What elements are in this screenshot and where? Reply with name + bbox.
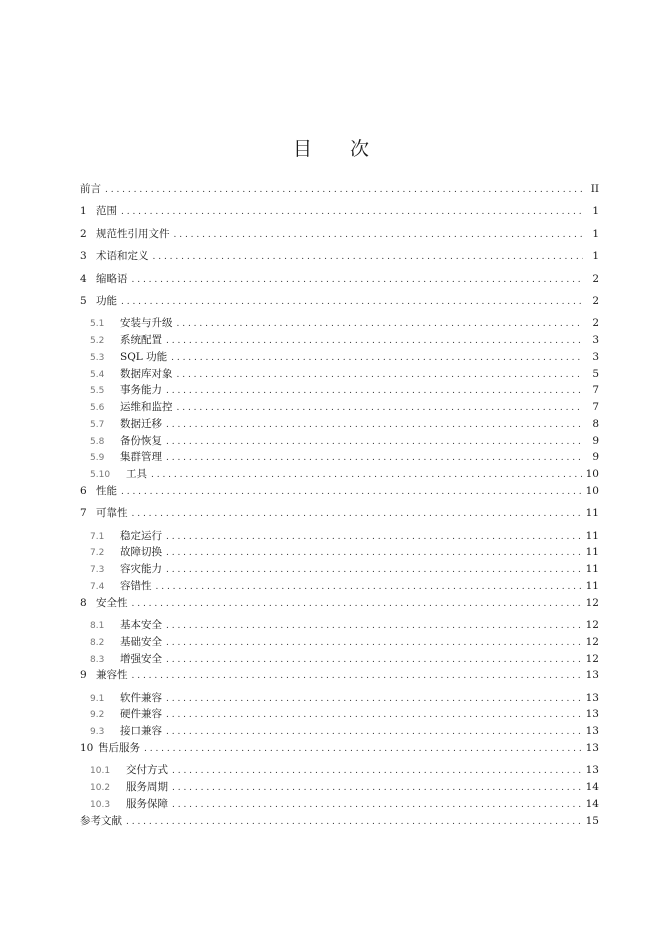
toc-subentry[interactable] xyxy=(80,383,599,400)
dot-leader xyxy=(166,619,582,633)
toc-entry-label: 基础安全 xyxy=(120,635,162,648)
toc-entry-label: 服务保障 xyxy=(126,797,168,810)
toc-subentry[interactable] xyxy=(80,400,599,417)
toc-page-number: 13 xyxy=(585,708,599,721)
toc-entry-label: 故障切换 xyxy=(120,546,162,559)
dot-leader xyxy=(166,636,582,650)
toc-page-number: 5 xyxy=(592,367,599,380)
toc-subentry[interactable] xyxy=(80,367,599,384)
toc-entry-number: 7.1 xyxy=(90,531,105,542)
toc-entry[interactable] xyxy=(80,668,599,690)
dot-leader xyxy=(126,815,582,829)
dot-leader xyxy=(166,530,582,544)
dot-leader xyxy=(144,742,582,756)
toc-subentry[interactable] xyxy=(80,434,599,451)
toc-entry[interactable] xyxy=(80,182,599,204)
toc-page-number: 13 xyxy=(585,691,599,704)
toc-entry-label: 软件兼容 xyxy=(120,691,162,704)
toc-entry-number: 5.3 xyxy=(90,352,105,363)
toc-page-number: II xyxy=(590,183,599,195)
toc-page-number: 11 xyxy=(585,563,599,576)
toc-entry-label: 交付方式 xyxy=(126,764,168,777)
toc-entry-label: 功能 xyxy=(96,294,117,307)
toc-entry-label: 运维和监控 xyxy=(120,401,173,414)
toc-entry[interactable] xyxy=(80,814,599,836)
toc-subentry[interactable] xyxy=(80,707,599,724)
toc-entry-number: 5.2 xyxy=(90,336,105,347)
toc-entry-label: 硬件兼容 xyxy=(120,708,162,721)
dot-leader xyxy=(156,580,582,594)
toc-page-number: 13 xyxy=(585,741,599,754)
dot-leader xyxy=(172,764,582,778)
toc-entry-number: 2 xyxy=(80,227,87,240)
toc-entry-number: 1 xyxy=(80,205,87,218)
toc-entry-label: 稳定运行 xyxy=(120,529,162,542)
toc-entry-label: 数据迁移 xyxy=(120,417,162,430)
toc-entry[interactable] xyxy=(80,272,599,294)
toc-entry-number: 8.2 xyxy=(90,637,105,648)
toc-entry-number: 5.4 xyxy=(90,369,105,380)
toc-entry[interactable] xyxy=(80,249,599,271)
toc-entry-number: 4 xyxy=(80,272,87,285)
toc-entry-label: 基本安全 xyxy=(120,619,162,632)
toc-entry-label: 术语和定义 xyxy=(96,250,149,263)
toc-entry-label: 前言 xyxy=(80,183,101,195)
toc-entry-label: 事务能力 xyxy=(120,384,162,397)
toc-entry-label: 容错性 xyxy=(120,579,152,592)
dot-leader xyxy=(172,798,582,812)
dot-leader xyxy=(132,273,584,287)
dot-leader xyxy=(151,468,582,482)
toc-page-number: 15 xyxy=(585,814,599,827)
toc-entry-number: 5.10 xyxy=(90,470,111,481)
toc-entry-number: 7.3 xyxy=(90,565,105,576)
toc-entry[interactable] xyxy=(80,741,599,763)
dot-leader xyxy=(166,708,582,722)
toc-entry-number: 10 xyxy=(80,741,94,754)
toc-entry-number: 9 xyxy=(80,669,87,682)
toc-subentry[interactable] xyxy=(80,797,599,814)
toc-entry-number: 5.1 xyxy=(90,319,105,330)
dot-leader xyxy=(121,295,583,309)
toc-entry-label: 增强安全 xyxy=(120,652,162,665)
toc-page-number: 9 xyxy=(592,451,599,464)
dot-leader xyxy=(166,725,582,739)
dot-leader xyxy=(132,597,582,611)
toc-entry-label: 兼容性 xyxy=(96,669,128,682)
toc-entry-number: 9.3 xyxy=(90,727,105,738)
toc-entry-label: 备份恢复 xyxy=(120,434,162,447)
toc-entry-number: 5.7 xyxy=(90,419,105,430)
toc-page-number: 10 xyxy=(585,468,599,481)
toc-subentry[interactable] xyxy=(80,635,599,652)
toc-entry-number: 7 xyxy=(80,507,87,520)
toc-entry-label: 容灾能力 xyxy=(120,563,162,576)
dot-leader xyxy=(105,183,583,197)
toc-page-number: 13 xyxy=(585,725,599,738)
toc-entry-number: 3 xyxy=(80,250,87,263)
toc-subentry[interactable] xyxy=(80,467,599,484)
dot-leader xyxy=(166,451,583,465)
toc-entry-label: 接口兼容 xyxy=(120,725,162,738)
toc-entry-number: 10.3 xyxy=(90,799,111,810)
toc-entry-number: 10.1 xyxy=(90,766,111,777)
toc-entry-label: 可靠性 xyxy=(96,507,128,520)
toc-entry-number: 8 xyxy=(80,596,87,609)
toc-page-number: 11 xyxy=(585,579,599,592)
toc-subentry[interactable] xyxy=(80,691,599,708)
toc-entry-label: 工具 xyxy=(126,468,147,481)
dot-leader xyxy=(172,781,582,795)
dot-leader xyxy=(177,401,584,415)
dot-leader xyxy=(166,653,582,667)
toc-page-number: 2 xyxy=(592,272,599,285)
toc-subentry[interactable] xyxy=(80,724,599,741)
toc-page-number: 3 xyxy=(592,350,599,363)
toc-page-number: 13 xyxy=(585,669,599,682)
dot-leader xyxy=(121,205,583,219)
toc-page-number: 11 xyxy=(585,546,599,559)
toc-entry-label: 售后服务 xyxy=(98,741,140,754)
toc-entry-label: 安装与升级 xyxy=(120,317,173,330)
toc-page-number: 2 xyxy=(592,317,599,330)
dot-leader xyxy=(171,351,583,365)
toc-entry-number: 10.2 xyxy=(90,783,111,794)
dot-leader xyxy=(166,418,583,432)
toc-entry[interactable] xyxy=(80,204,599,226)
toc-subentry[interactable] xyxy=(80,529,599,546)
toc-entry-number: 9.1 xyxy=(90,693,105,704)
dot-leader xyxy=(177,368,584,382)
page-title: 目 次 xyxy=(292,138,369,160)
toc-entry-label: 数据库对象 xyxy=(120,367,173,380)
toc-page-number: 11 xyxy=(585,529,599,542)
toc-entry-label: 缩略语 xyxy=(96,272,128,285)
toc-entry-label: 集群管理 xyxy=(120,451,162,464)
toc-page-number: 1 xyxy=(592,250,599,263)
toc-subentry[interactable] xyxy=(80,316,599,333)
toc-entry-number: 5.6 xyxy=(90,403,105,414)
toc-subentry[interactable] xyxy=(80,763,599,780)
toc-entry-label: 服务周期 xyxy=(126,781,168,794)
dot-leader xyxy=(121,485,582,499)
dot-leader xyxy=(174,228,584,242)
dot-leader xyxy=(132,507,582,521)
toc-subentry[interactable] xyxy=(80,450,599,467)
toc-page-number: 11 xyxy=(585,507,599,520)
toc-entry[interactable] xyxy=(80,596,599,618)
dot-leader xyxy=(166,692,582,706)
toc-entry-number: 5.5 xyxy=(90,386,105,397)
toc-page-number: 1 xyxy=(592,227,599,240)
toc-entry[interactable] xyxy=(80,484,599,506)
toc-subentry[interactable] xyxy=(80,333,599,350)
toc-subentry[interactable] xyxy=(80,562,599,579)
toc-subentry[interactable] xyxy=(80,652,599,669)
toc-page-number: 12 xyxy=(585,619,599,632)
toc-entry-label: 性能 xyxy=(96,484,117,497)
toc-page-number: 14 xyxy=(585,781,599,794)
toc-entry-number: 5 xyxy=(80,294,87,307)
toc-page-number: 12 xyxy=(585,596,599,609)
toc-page-number: 8 xyxy=(592,417,599,430)
toc-entry-label: 范围 xyxy=(96,205,117,218)
dot-leader xyxy=(132,669,582,683)
dot-leader xyxy=(166,334,583,348)
toc-entry-number: 6 xyxy=(80,484,87,497)
toc-subentry[interactable] xyxy=(80,618,599,635)
toc-entry-label: SQL 功能 xyxy=(120,350,168,363)
toc-entry-number: 7.2 xyxy=(90,548,105,559)
toc-entry-label: 安全性 xyxy=(96,596,128,609)
table-of-contents xyxy=(80,182,599,836)
toc-entry-number: 8.1 xyxy=(90,621,105,632)
dot-leader xyxy=(166,563,582,577)
toc-page-number: 9 xyxy=(592,434,599,447)
dot-leader xyxy=(166,546,582,560)
toc-page-number: 2 xyxy=(592,294,599,307)
toc-subentry[interactable] xyxy=(80,417,599,434)
toc-entry-number: 5.9 xyxy=(90,453,105,464)
toc-entry[interactable] xyxy=(80,227,599,249)
toc-entry-number: 7.4 xyxy=(90,581,105,592)
toc-page-number: 3 xyxy=(592,334,599,347)
dot-leader xyxy=(166,384,583,398)
dot-leader xyxy=(153,250,584,264)
toc-page-number: 7 xyxy=(592,401,599,414)
toc-page-number: 14 xyxy=(585,797,599,810)
toc-subentry[interactable] xyxy=(80,545,599,562)
toc-subentry[interactable] xyxy=(80,579,599,596)
toc-entry[interactable] xyxy=(80,294,599,316)
dot-leader xyxy=(177,317,584,331)
toc-entry-label: 参考文献 xyxy=(80,814,122,827)
toc-page-number: 10 xyxy=(585,484,599,497)
toc-page-number: 12 xyxy=(585,652,599,665)
toc-page-number: 1 xyxy=(592,205,599,218)
toc-page-number: 13 xyxy=(585,764,599,777)
toc-subentry[interactable] xyxy=(80,780,599,797)
toc-entry[interactable] xyxy=(80,506,599,528)
toc-page-number: 7 xyxy=(592,384,599,397)
toc-page-number: 12 xyxy=(585,635,599,648)
toc-entry-number: 8.3 xyxy=(90,654,105,665)
toc-entry-label: 规范性引用文件 xyxy=(96,227,170,240)
toc-entry-number: 9.2 xyxy=(90,710,105,721)
toc-entry-label: 系统配置 xyxy=(120,334,162,347)
toc-subentry[interactable] xyxy=(80,350,599,367)
toc-entry-number: 5.8 xyxy=(90,436,105,447)
dot-leader xyxy=(166,435,583,449)
